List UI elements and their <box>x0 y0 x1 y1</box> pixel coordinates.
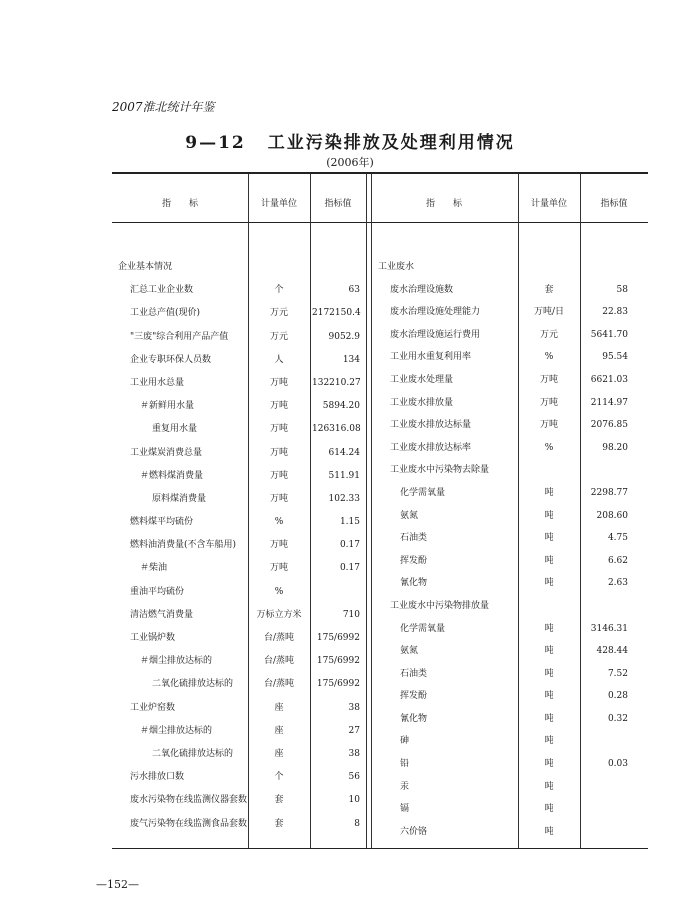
unit-cell: 万吨 <box>539 397 558 408</box>
value-cell: 38 <box>348 702 360 713</box>
table-row <box>0 753 700 776</box>
value-cell: 175/6992 <box>316 679 360 690</box>
value-cell: 4.75 <box>607 533 628 544</box>
value-cell: 1.15 <box>339 517 360 528</box>
unit-cell: 万吨 <box>269 493 288 504</box>
value-cell: 63 <box>348 285 360 296</box>
table-row <box>0 550 700 573</box>
unit-cell: 个 <box>274 772 284 783</box>
indicator-name: 重油平均硫份 <box>130 586 185 597</box>
value-cell: 98.20 <box>602 442 628 453</box>
value-cell: 0.32 <box>607 713 628 724</box>
indicator-name: 砷 <box>400 736 410 747</box>
value-cell: 511.91 <box>328 470 360 481</box>
value-cell: 0.03 <box>607 759 628 770</box>
unit-cell: % <box>544 352 554 363</box>
indicator-name: 氨氮 <box>400 510 419 521</box>
value-cell: 9052.9 <box>328 331 360 342</box>
indicator-name: 工业废水处理量 <box>390 374 454 385</box>
unit-cell: 吨 <box>544 826 554 837</box>
table-row <box>0 414 700 437</box>
unit-cell: 吨 <box>544 691 554 702</box>
table-row <box>0 776 700 799</box>
indicator-name: 工业废水排放达标量 <box>390 420 472 431</box>
indicator-name: 废水治理设施数 <box>390 284 454 295</box>
value-cell: 2172150.4 <box>312 308 361 319</box>
indicator-name: 废气污染物在线监测食品套数 <box>130 818 248 829</box>
unit-cell: 吨 <box>544 555 554 566</box>
table-title <box>0 128 700 153</box>
header-value-right: 指标值 <box>600 199 628 209</box>
table-row <box>0 437 700 460</box>
unit-cell: 吨 <box>544 510 554 521</box>
indicator-name: ＃烟尘排放达标的 <box>140 725 213 736</box>
unit-cell: % <box>274 586 284 597</box>
unit-cell: 吨 <box>544 646 554 657</box>
indicator-name: 燃料煤平均硫份 <box>130 517 194 528</box>
value-cell: 5894.20 <box>322 401 360 412</box>
unit-cell: 套 <box>274 818 284 829</box>
unit-cell: 万元 <box>269 308 288 319</box>
unit-cell: 万吨 <box>539 374 558 385</box>
unit-cell: 吨 <box>544 781 554 792</box>
indicator-name: 汞 <box>400 781 410 792</box>
value-cell: 95.54 <box>602 352 628 363</box>
table-row <box>0 256 700 279</box>
value-cell: 8 <box>354 818 360 829</box>
indicator-name: 石油类 <box>400 533 428 544</box>
value-cell: 710 <box>342 609 360 620</box>
table-row <box>0 527 700 550</box>
indicator-name: 汇总工业企业数 <box>130 285 194 296</box>
value-cell: 7.52 <box>607 668 628 679</box>
table-row <box>0 708 700 731</box>
unit-cell: 万吨 <box>269 377 288 388</box>
value-cell: 2076.85 <box>590 420 628 431</box>
indicator-name: 工业废水排放达标率 <box>390 442 472 453</box>
value-cell: 0.17 <box>339 540 360 551</box>
indicator-name: 工业用水重复利用率 <box>390 352 472 363</box>
indicator-name: ＃新鲜用水量 <box>140 401 195 412</box>
value-cell: 27 <box>348 725 360 736</box>
value-cell: 38 <box>348 748 360 759</box>
unit-cell: 吨 <box>544 623 554 634</box>
value-cell: 22.83 <box>602 307 628 318</box>
unit-cell: 台/蒸吨 <box>263 656 295 667</box>
indicator-name: 企业专职环保人员数 <box>130 354 212 365</box>
unit-cell: 吨 <box>544 668 554 679</box>
value-cell: 175/6992 <box>316 633 360 643</box>
indicator-name: 化学需氧量 <box>400 623 446 634</box>
unit-cell: 万元 <box>269 331 288 342</box>
indicator-name: 工业废水中污染物去除量 <box>390 465 490 476</box>
unit-cell: % <box>544 442 554 453</box>
unit-cell: 吨 <box>544 736 554 747</box>
indicator-name: 铅 <box>400 759 410 770</box>
table-row <box>0 301 700 324</box>
value-cell: 10 <box>348 795 360 806</box>
table-row <box>0 279 700 302</box>
unit-cell: 套 <box>274 795 284 806</box>
unit-cell: 万标立方米 <box>256 609 302 620</box>
indicator-name: 氰化物 <box>400 713 428 724</box>
value-cell: 2298.77 <box>590 487 628 498</box>
value-cell: 614.24 <box>328 447 360 458</box>
unit-cell: 吨 <box>544 487 554 498</box>
table-row <box>0 392 700 415</box>
value-cell: 0.17 <box>339 563 360 574</box>
value-cell: 3146.31 <box>590 623 628 634</box>
table-row <box>0 618 700 641</box>
indicator-name: 废水治理设施运行费用 <box>390 329 481 340</box>
table-number: 9—12 <box>185 133 246 153</box>
value-cell: 2.63 <box>607 578 628 589</box>
indicator-name: 挥发酚 <box>400 691 428 702</box>
table-row <box>0 459 700 482</box>
unit-cell: 台/蒸吨 <box>263 633 295 643</box>
unit-cell: 万元 <box>539 329 558 340</box>
indicator-name: 氰化物 <box>400 578 428 589</box>
indicator-name: ＃燃料煤消费量 <box>140 470 204 481</box>
table-row <box>0 640 700 663</box>
table-row <box>0 572 700 595</box>
indicator-name: 二氧化硫排放达标的 <box>152 748 234 759</box>
indicator-name: 清洁燃气消费量 <box>130 609 194 620</box>
indicator-name: 污水排放口数 <box>130 772 185 783</box>
unit-cell: 座 <box>274 725 284 736</box>
indicator-name: 废水污染物在线监测仪器套数 <box>130 795 248 806</box>
header-unit-left: 计量单位 <box>260 199 297 209</box>
table-row <box>0 505 700 528</box>
unit-cell: 万吨 <box>539 420 558 431</box>
page-number: —152— <box>96 878 139 891</box>
indicator-name: 重复用水量 <box>152 424 198 435</box>
yearbook-header: 2007淮北统计年鉴 <box>112 100 215 114</box>
value-cell: 208.60 <box>596 510 628 521</box>
unit-cell: 座 <box>274 702 284 713</box>
value-cell: 2114.97 <box>590 397 628 408</box>
value-cell: 0.28 <box>607 691 628 702</box>
table-row <box>0 685 700 708</box>
value-cell: 134 <box>342 354 360 365</box>
indicator-name: 镉 <box>400 804 410 815</box>
indicator-name: 二氧化硫排放达标的 <box>152 679 234 690</box>
value-cell: 132210.27 <box>312 377 361 388</box>
unit-cell: 吨 <box>544 804 554 815</box>
unit-cell: 万吨 <box>269 401 288 412</box>
indicator-name: 化学需氧量 <box>400 487 446 498</box>
table-row <box>0 730 700 753</box>
unit-cell: 吨 <box>544 533 554 544</box>
unit-cell: 套 <box>544 284 554 295</box>
unit-cell: 人 <box>274 354 284 365</box>
indicator-name: "三废"综合利用产品产值 <box>130 331 229 342</box>
indicator-name: ＃柴油 <box>140 563 168 574</box>
indicator-name: 废水治理设施处理能力 <box>390 307 481 318</box>
value-cell: 175/6992 <box>316 656 360 667</box>
unit-cell: 万吨 <box>269 424 288 435</box>
top-rule <box>112 172 648 174</box>
unit-cell: 座 <box>274 748 284 759</box>
indicator-name: 工业锅炉数 <box>130 633 176 643</box>
value-cell: 428.44 <box>596 646 628 657</box>
header-indicator-right: 指 标 <box>425 199 462 209</box>
indicator-name: 企业基本情况 <box>118 262 173 272</box>
indicator-name: 氨氮 <box>400 646 419 657</box>
indicator-name: 燃料油消费量(不含车船用) <box>130 540 237 551</box>
header-value-left: 指标值 <box>324 199 352 209</box>
indicator-name: 工业废水排放量 <box>390 397 454 408</box>
table-row <box>0 663 700 686</box>
header-unit-right: 计量单位 <box>530 199 567 209</box>
unit-cell: 吨 <box>544 713 554 724</box>
indicator-name: 六价铬 <box>400 826 428 837</box>
header-rule <box>112 222 648 223</box>
table-subtitle: (2006年) <box>326 156 374 169</box>
unit-cell: 台/蒸吨 <box>263 679 295 690</box>
value-cell: 102.33 <box>328 493 360 504</box>
indicator-name: 工业用水总量 <box>130 377 185 388</box>
table-row <box>0 798 700 821</box>
table-row <box>0 324 700 347</box>
value-cell: 58 <box>616 284 628 295</box>
value-cell: 6621.03 <box>590 374 628 385</box>
unit-cell: 吨 <box>544 578 554 589</box>
indicator-name: 工业煤炭消费总量 <box>130 447 203 458</box>
unit-cell: 万吨 <box>269 540 288 551</box>
table-row <box>0 346 700 369</box>
header-indicator-left: 指 标 <box>161 199 198 209</box>
indicator-name: 工业废水中污染物排放量 <box>390 600 490 611</box>
value-cell: 56 <box>348 772 360 783</box>
unit-cell: 万吨 <box>269 563 288 574</box>
unit-cell: 个 <box>274 285 284 296</box>
indicator-name: 挥发酚 <box>400 555 428 566</box>
unit-cell: 吨 <box>544 759 554 770</box>
indicator-name: 石油类 <box>400 668 428 679</box>
indicator-name: ＃烟尘排放达标的 <box>140 656 213 667</box>
indicator-name: 工业废水 <box>378 262 415 272</box>
value-cell: 5641.70 <box>590 329 628 340</box>
table-title-text: 工业污染排放及处理利用情况 <box>267 133 515 153</box>
unit-cell: % <box>274 517 284 528</box>
indicator-name: 原料煤消费量 <box>152 493 207 504</box>
right-table-body <box>0 256 700 843</box>
indicator-name: 工业炉窑数 <box>130 702 176 713</box>
value-cell: 126316.08 <box>312 424 361 435</box>
bottom-rule <box>112 848 648 849</box>
table-row <box>0 595 700 618</box>
indicator-name: 工业总产值(现价) <box>130 308 201 319</box>
unit-cell: 万吨 <box>269 447 288 458</box>
table-row <box>0 369 700 392</box>
table-row <box>0 482 700 505</box>
value-cell: 6.62 <box>607 555 628 566</box>
unit-cell: 万吨/日 <box>533 307 565 318</box>
unit-cell: 万吨 <box>269 470 288 481</box>
table-row <box>0 821 700 844</box>
